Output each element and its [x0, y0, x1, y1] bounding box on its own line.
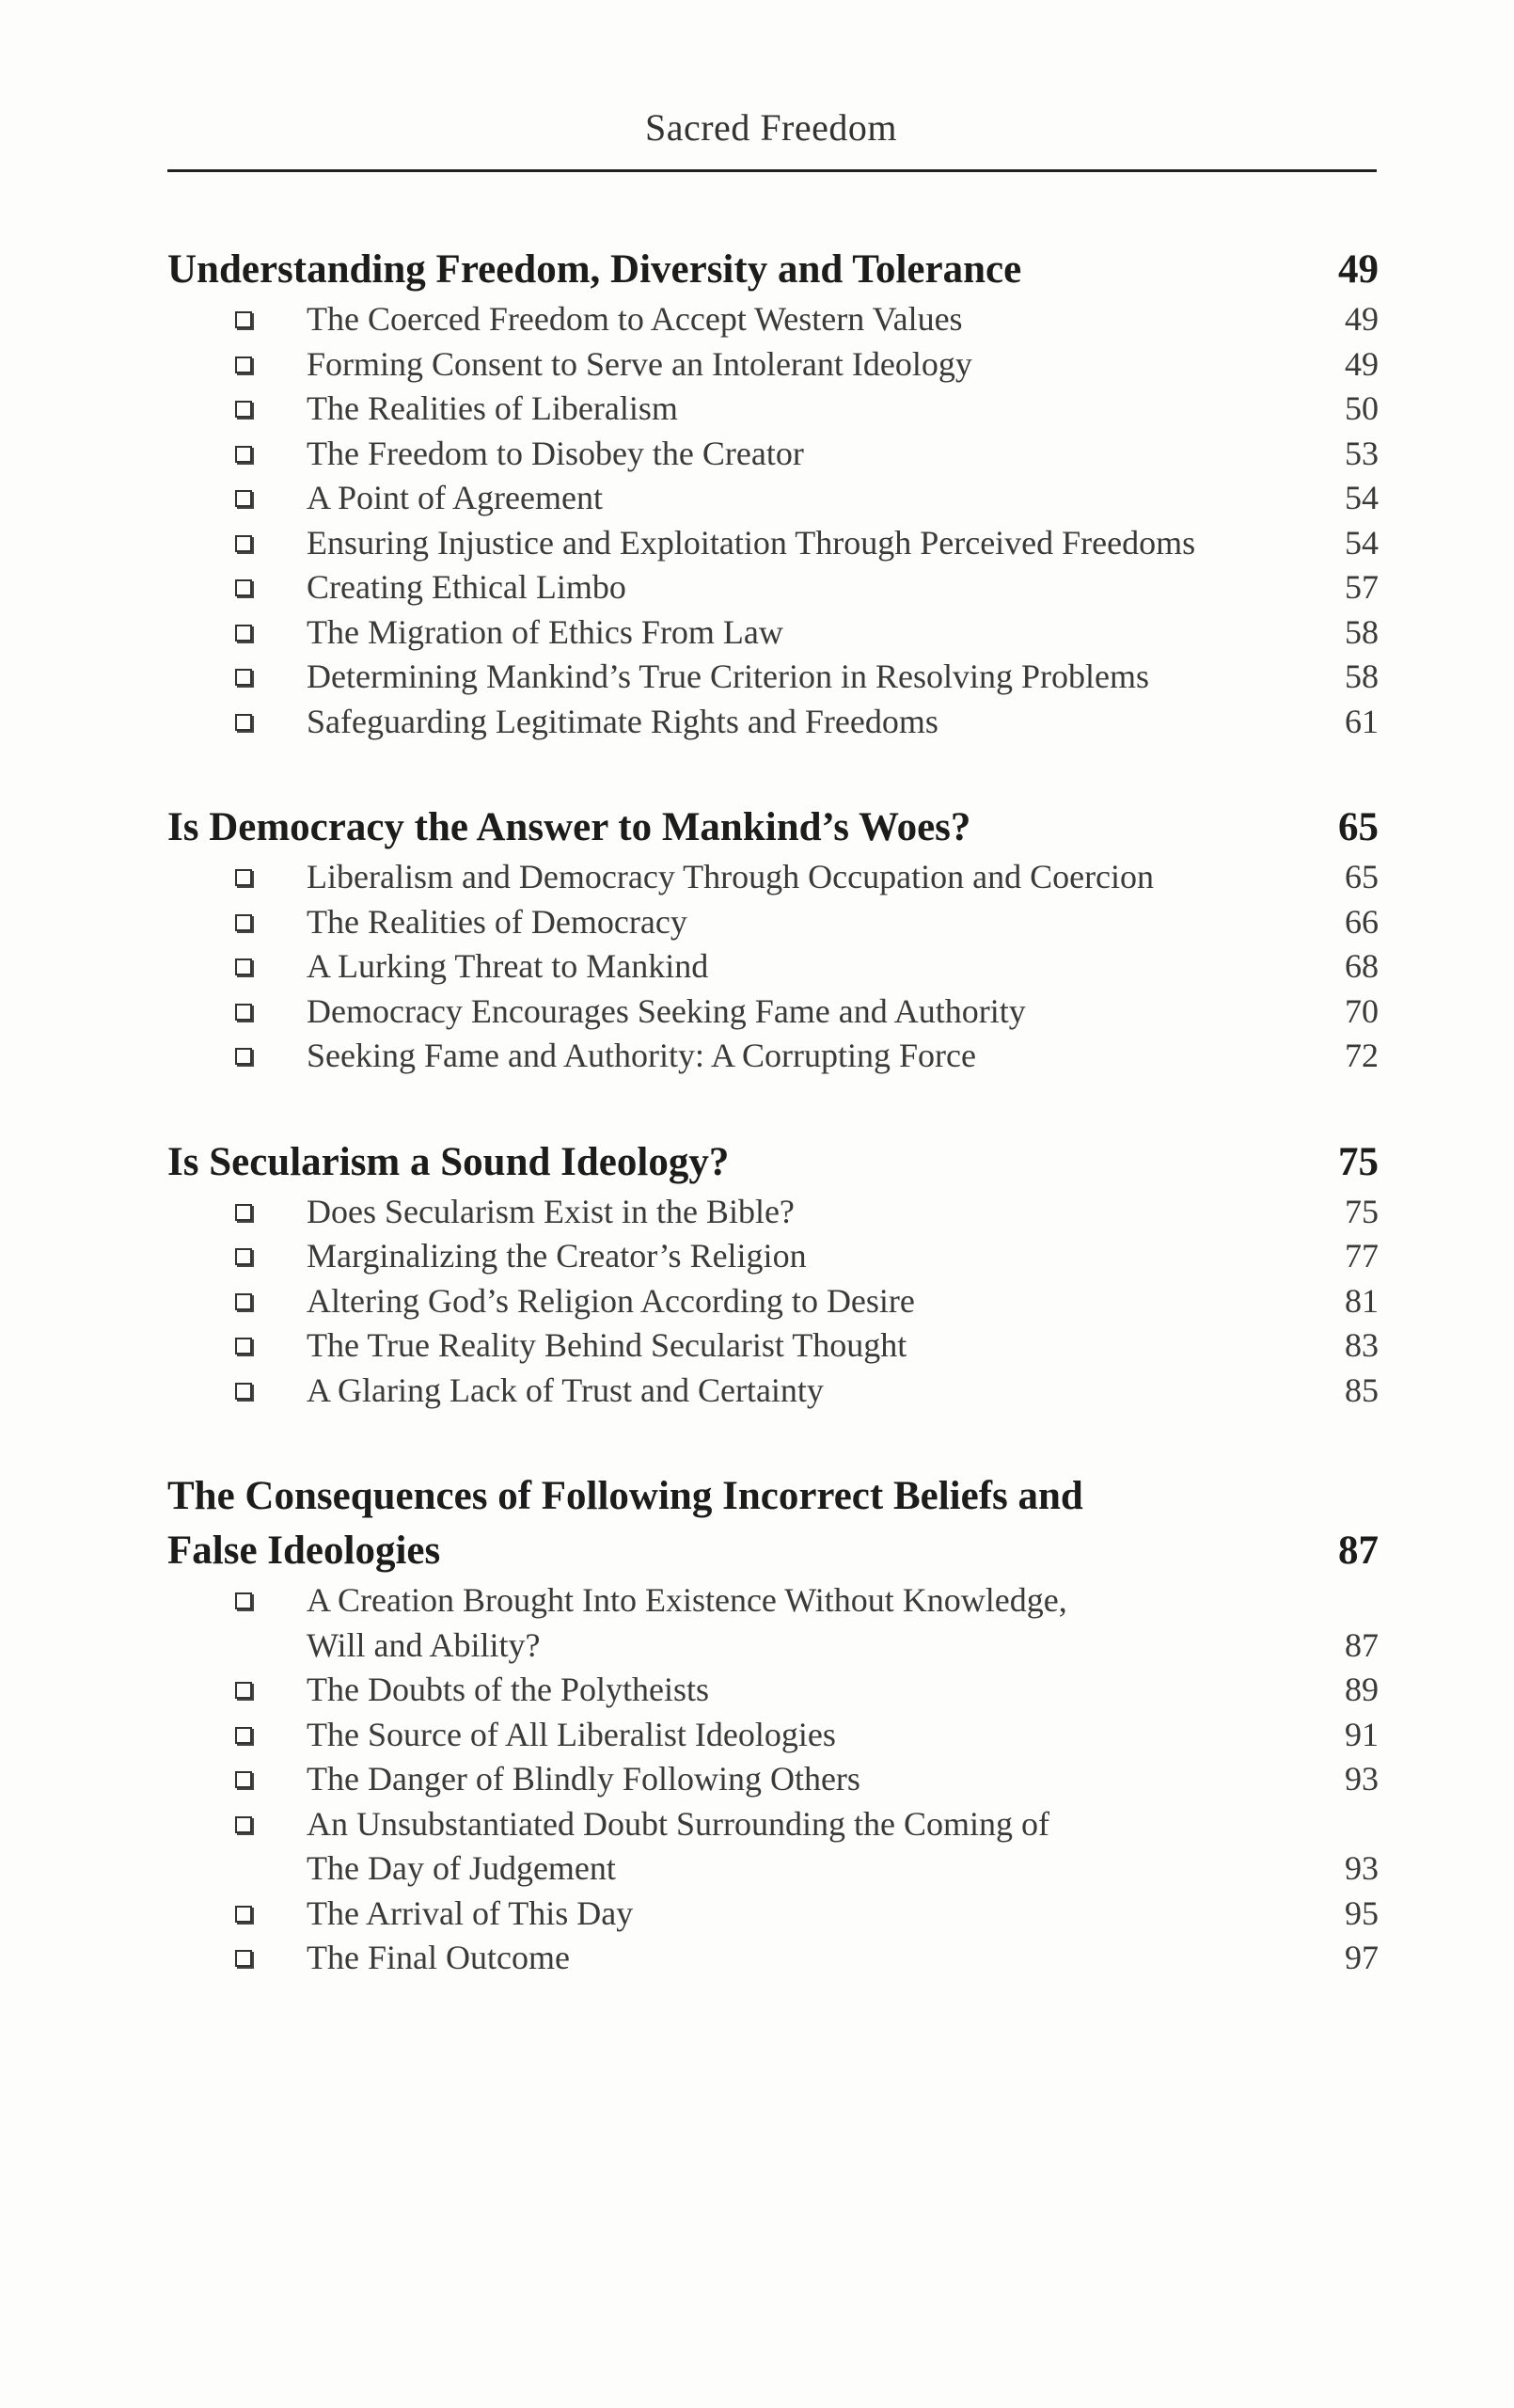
entry-title [167, 655, 1322, 700]
entry-title-line: Democracy Encourages Seeking Fame and Authority [307, 991, 1026, 1030]
entry-title [167, 990, 1322, 1035]
entry-title [167, 521, 1322, 566]
toc-entry [167, 1668, 1379, 1713]
entry-title-line: A Point of Agreement [307, 479, 603, 516]
entry-title [167, 944, 1322, 990]
entry-title [167, 1578, 1322, 1668]
entry-title-line: Forming Consent to Serve an Intolerant Ideology [307, 344, 972, 383]
chapter-title [167, 243, 1322, 297]
entry-page-number: 93 [1345, 1849, 1379, 1887]
entry-title-line: Ensuring Injustice and Exploitation Through Perceived Freedoms [307, 523, 1196, 562]
entry-title [167, 1369, 1322, 1414]
entry-page-number: 97 [1345, 1939, 1379, 1976]
toc-entry [167, 855, 1379, 900]
chapter-heading [167, 243, 1379, 297]
chapter-page-number: 49 [1338, 247, 1379, 292]
toc-entry [167, 1578, 1379, 1668]
entry-title-line: Does Secularism Exist in the Bible? [307, 1192, 795, 1230]
entry-list [167, 1190, 1379, 1414]
chapter-page-number: 75 [1338, 1139, 1379, 1184]
entry-title [167, 700, 1322, 745]
entry-title [167, 855, 1322, 900]
toc-entry [167, 944, 1379, 990]
checkbox-bullet-icon [235, 1204, 252, 1221]
entry-title [167, 1234, 1322, 1279]
toc-entry [167, 432, 1379, 477]
toc-entry [167, 387, 1379, 432]
entry-title [167, 610, 1322, 656]
toc-entry [167, 476, 1379, 521]
checkbox-bullet-icon [235, 356, 252, 373]
checkbox-bullet-icon [235, 1048, 252, 1065]
entry-title-line: A Glaring Lack of Trust and Certainty [307, 1370, 824, 1409]
entry-page-number: 58 [1345, 612, 1379, 651]
entry-title-line: The True Reality Behind Secularist Thought [307, 1326, 907, 1364]
toc-entry [167, 700, 1379, 745]
entry-title-line: The Source of All Liberalist Ideologies [307, 1715, 836, 1753]
toc-entry [167, 1369, 1379, 1414]
toc-entry [167, 1190, 1379, 1235]
entry-title [167, 1190, 1322, 1235]
checkbox-bullet-icon [235, 669, 252, 686]
toc-section [167, 243, 1379, 744]
checkbox-bullet-icon [235, 1906, 252, 1923]
entry-title-line: Safeguarding Legitimate Rights and Freedoms [307, 702, 938, 740]
entry-title-line: The Freedom to Disobey the Creator [307, 434, 804, 472]
entry-page-number: 85 [1345, 1370, 1379, 1409]
checkbox-bullet-icon [235, 535, 252, 552]
entry-page-number: 66 [1345, 902, 1379, 941]
checkbox-bullet-icon [235, 1950, 252, 1967]
chapter-title-line: Is Democracy the Answer to Mankind’s Woes? [167, 805, 971, 849]
chapter-heading [167, 1469, 1379, 1578]
checkbox-bullet-icon [235, 579, 252, 596]
entry-title-line: Creating Ethical Limbo [307, 568, 626, 606]
toc-entry [167, 297, 1379, 342]
entry-title [167, 900, 1322, 945]
checkbox-bullet-icon [235, 401, 252, 418]
entry-title-line: The Realities of Democracy [307, 902, 687, 941]
chapter-title [167, 800, 1322, 855]
entry-title-line: The Doubts of the Polytheists [307, 1671, 709, 1708]
checkbox-bullet-icon [235, 714, 252, 731]
entry-title [167, 1668, 1322, 1713]
entry-page-number: 89 [1345, 1671, 1379, 1708]
checkbox-bullet-icon [235, 1383, 252, 1400]
chapter-title-line: Is Secularism a Sound Ideology? [167, 1139, 730, 1184]
checkbox-bullet-icon [235, 869, 252, 886]
entry-title-line: The Day of Judgement [307, 1849, 616, 1887]
toc-entry [167, 1936, 1379, 1981]
toc-entry [167, 1757, 1379, 1802]
toc-entry [167, 521, 1379, 566]
entry-title [167, 432, 1322, 477]
entry-page-number: 65 [1345, 858, 1379, 895]
checkbox-bullet-icon [235, 1248, 252, 1265]
checkbox-bullet-icon [235, 1004, 252, 1021]
entry-title-line: The Coerced Freedom to Accept Western Values [307, 300, 963, 338]
toc-entry [167, 990, 1379, 1035]
checkbox-bullet-icon [235, 446, 252, 463]
entry-page-number: 87 [1345, 1625, 1379, 1664]
entry-title-line: Will and Ability? [307, 1625, 541, 1664]
checkbox-bullet-icon [235, 1816, 252, 1833]
checkbox-bullet-icon [235, 914, 252, 931]
entry-list [167, 297, 1379, 744]
entry-page-number: 57 [1345, 568, 1379, 606]
entry-page-number: 70 [1345, 991, 1379, 1030]
checkbox-bullet-icon [235, 625, 252, 642]
chapter-title [167, 1469, 1322, 1578]
toc-entry [167, 1234, 1379, 1279]
toc-section [167, 1469, 1379, 1981]
entry-title [167, 1713, 1322, 1758]
entry-page-number: 54 [1345, 479, 1379, 516]
entry-title-line: Seeking Fame and Authority: A Corrupting Force [307, 1037, 976, 1074]
entry-title-line: Altering God’s Religion According to Desire [307, 1281, 915, 1320]
checkbox-bullet-icon [235, 311, 252, 328]
entry-page-number: 83 [1345, 1326, 1379, 1364]
entry-title [167, 1757, 1322, 1802]
toc-entry [167, 900, 1379, 945]
entry-title-line: The Arrival of This Day [307, 1893, 634, 1932]
chapter-title-line: False Ideologies [167, 1529, 441, 1573]
entry-title [167, 1802, 1322, 1892]
entry-title-line: A Lurking Threat to Mankind [307, 947, 709, 985]
entry-page-number: 53 [1345, 434, 1379, 472]
toc-entry [167, 342, 1379, 388]
checkbox-bullet-icon [235, 958, 252, 975]
entry-page-number: 68 [1345, 947, 1379, 985]
entry-title-line: The Final Outcome [307, 1939, 570, 1976]
toc-entry [167, 1802, 1379, 1892]
checkbox-bullet-icon [235, 1771, 252, 1788]
entry-page-number: 81 [1345, 1281, 1379, 1320]
entry-page-number: 49 [1345, 344, 1379, 383]
entry-page-number: 91 [1345, 1715, 1379, 1753]
entry-title-line: An Unsubstantiated Doubt Surrounding the Coming of [307, 1804, 1049, 1843]
checkbox-bullet-icon [235, 1682, 252, 1699]
entry-title-line: A Creation Brought Into Existence Without Knowledge, [307, 1581, 1067, 1619]
entry-title-line: Liberalism and Democracy Through Occupation and Coercion [307, 858, 1155, 895]
chapter-title [167, 1135, 1322, 1190]
chapter-title-line: The Consequences of Following Incorrect Beliefs and [167, 1474, 1083, 1518]
entry-title [167, 476, 1322, 521]
toc-entry [167, 1323, 1379, 1369]
entry-page-number: 61 [1345, 702, 1379, 740]
entry-page-number: 50 [1345, 389, 1379, 427]
entry-page-number: 77 [1345, 1237, 1379, 1275]
toc-entry [167, 1713, 1379, 1758]
entry-title [167, 1279, 1322, 1324]
entry-title-line: The Danger of Blindly Following Others [307, 1760, 860, 1798]
chapter-page-number: 65 [1338, 805, 1379, 849]
toc-entry [167, 1892, 1379, 1937]
toc-section [167, 1135, 1379, 1414]
checkbox-bullet-icon [235, 1293, 252, 1310]
entry-title [167, 297, 1322, 342]
toc-section [167, 800, 1379, 1079]
entry-page-number: 58 [1345, 657, 1379, 695]
entry-page-number: 93 [1345, 1760, 1379, 1798]
running-header: Sacred Freedom [644, 106, 897, 149]
entry-title-line: Marginalizing the Creator’s Religion [307, 1237, 807, 1275]
entry-title-line: The Realities of Liberalism [307, 389, 678, 427]
entry-title-line: Determining Mankind’s True Criterion in Resolving Problems [307, 657, 1149, 695]
entry-list [167, 1578, 1379, 1981]
entry-title [167, 342, 1322, 388]
entry-page-number: 72 [1345, 1037, 1379, 1074]
entry-title [167, 1936, 1322, 1981]
entry-page-number: 95 [1345, 1893, 1379, 1932]
chapter-title-line: Understanding Freedom, Diversity and Tolerance [167, 247, 1022, 292]
toc-entry [167, 565, 1379, 610]
entry-title [167, 1323, 1322, 1369]
entry-page-number: 49 [1345, 300, 1379, 338]
checkbox-bullet-icon [235, 1338, 252, 1354]
entry-title [167, 1034, 1322, 1079]
toc-entry [167, 1034, 1379, 1079]
checkbox-bullet-icon [235, 490, 252, 507]
toc-entry [167, 1279, 1379, 1324]
entry-title [167, 387, 1322, 432]
toc-entry [167, 610, 1379, 656]
chapter-heading [167, 800, 1379, 855]
entry-title-line: The Migration of Ethics From Law [307, 612, 783, 651]
chapter-heading [167, 1135, 1379, 1190]
checkbox-bullet-icon [235, 1727, 252, 1744]
chapter-page-number: 87 [1338, 1529, 1379, 1573]
header-rule [167, 169, 1377, 172]
table-of-contents [167, 243, 1379, 2037]
checkbox-bullet-icon [235, 1592, 252, 1609]
entry-title [167, 565, 1322, 610]
entry-page-number: 75 [1345, 1192, 1379, 1230]
toc-entry [167, 655, 1379, 700]
entry-list [167, 855, 1379, 1079]
entry-title [167, 1892, 1322, 1937]
entry-page-number: 54 [1345, 523, 1379, 562]
